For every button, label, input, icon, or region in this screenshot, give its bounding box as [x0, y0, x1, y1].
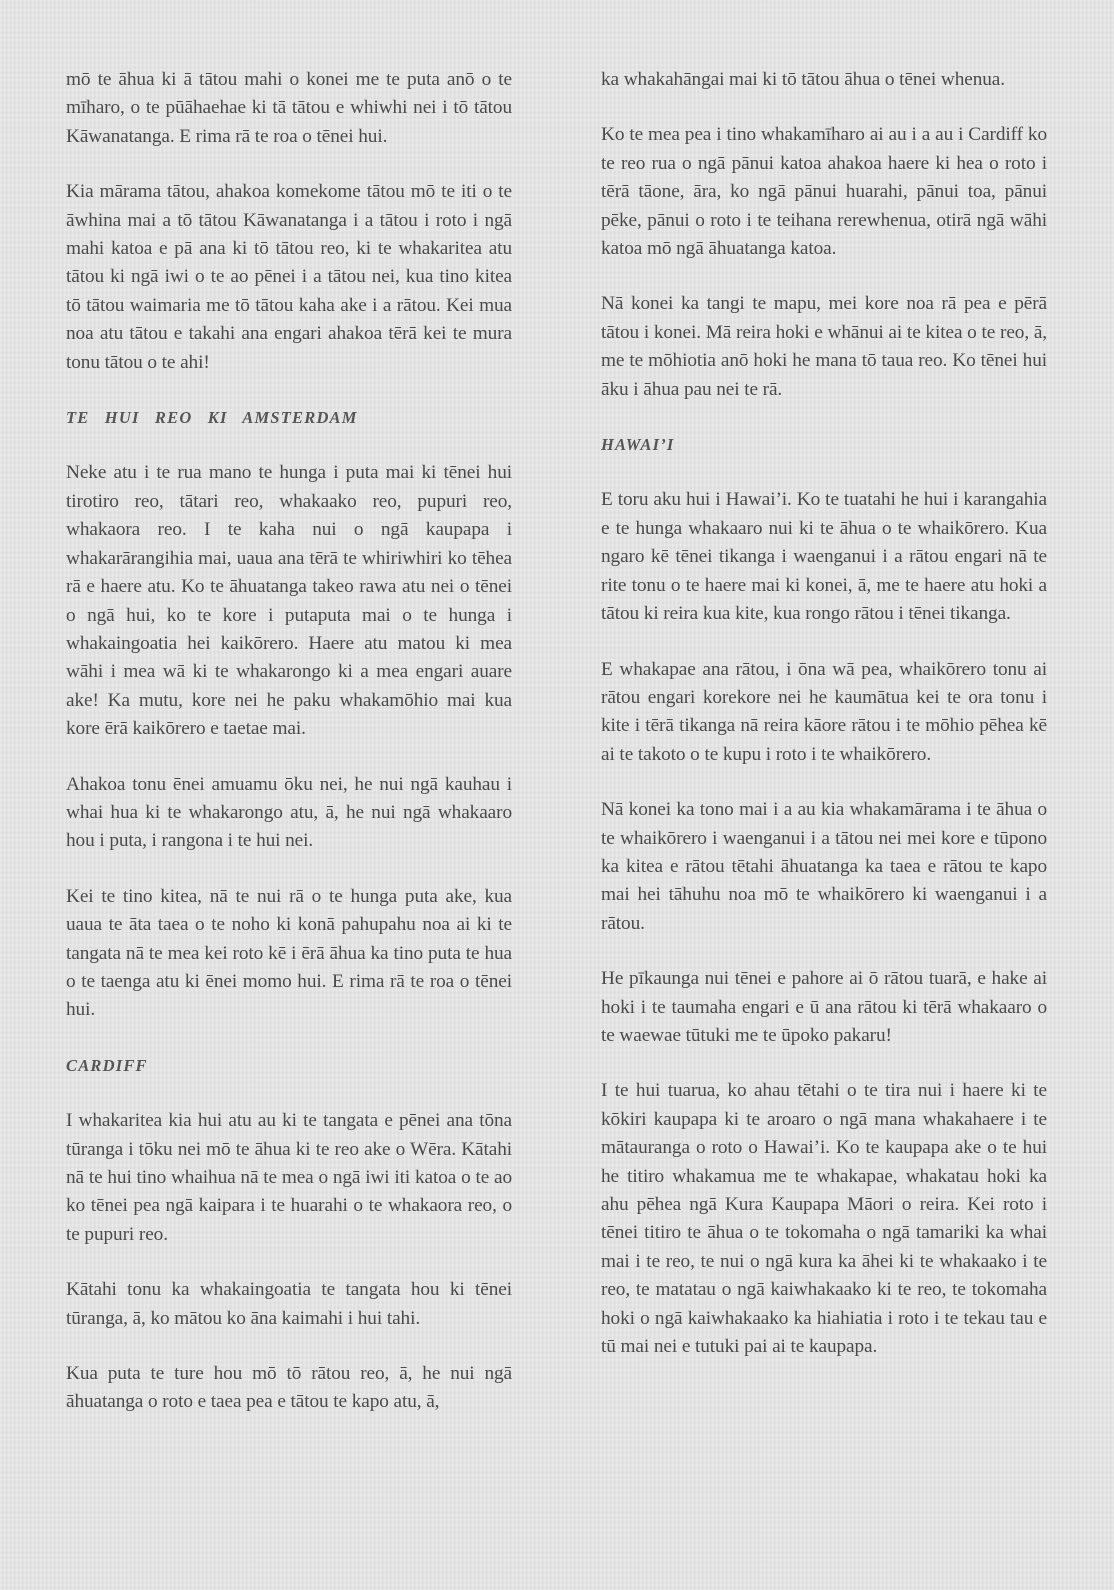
section-heading-hawaii: HAWAI’I	[601, 435, 675, 455]
paragraph: E toru aku hui i Hawai’i. Ko te tuatahi he hui i karangahia e te hunga whakaaro nui ki te āhua o te whaikōrero. Kua ngaro kē tēnei tikanga i waenganui i a rātou engari nā te rite tonu o te haere mai ki konei, ā, me te haere atu hoki a tātou ki reira kua kite, kua rongo rātou i tēnei tikanga.	[601, 489, 1047, 625]
paragraph: Neke atu i te rua mano te hunga i puta mai ki tēnei hui tirotiro reo, tātari reo, whakaako reo, pupuri reo, whakaora reo. I te kaha nui o ngā kaupapa i whakarārangihia mai, uaua ana tērā te whiriwhiri ko tēhea rā e haere atu. Ko te āhuatanga takeo rawa atu nei o tēnei o ngā hui, ko te kore i putaputa mai o te hunga i whakaingoatia hei kaikōrero. Haere atu matou ki mea wāhi i mea wā ki te whakarongo ki a mea engari auare ake! Ka mutu, kore nei he paku whakamōhio mai kua kore ērā kaikōrero e taetae mai.	[66, 462, 512, 740]
paragraph: Kātahi tonu ka whakaingoatia te tangata hou ki tēnei tūranga, ā, ko mātou ko āna kaimahi i hui tahi.	[66, 1279, 512, 1329]
paragraph: Nā konei ka tono mai i a au kia whakamārama i te āhua o te whaikōrero i waenganui i a tātou nei mei kore e tūpono ka kitea e rātou tētahi āhuatanga ka taea e rātou te kapo mai hei tāhuhu noa mō te whaikōrero ki waenganui i a rātou.	[601, 799, 1047, 934]
left-column	[66, 66, 512, 1417]
paragraph: Nā konei ka tangi te mapu, mei kore noa rā pea e pērā tātou i konei. Mā reira hoki e whānui ai te kitea o te reo, ā, me te mōhiotia anō hoki he mana tō taua reo. Ko tēnei hui āku i āhua pau nei te rā.	[601, 293, 1047, 400]
section-heading-amsterdam: TE HUI REO KI AMSTERDAM	[66, 408, 358, 428]
paragraph: E whakapae ana rātou, i ōna wā pea, whaikōrero tonu ai rātou engari korekore nei he kaumātua kei te ora tonu i kite i tērā tikanga nā reira kāore rātou i te mōhio pēhea kē ai te takoto o te kupu i roto i te whaikōrero.	[601, 658, 1047, 765]
section-heading-cardiff: CARDIFF	[66, 1055, 148, 1075]
right-column	[601, 66, 1047, 1361]
paragraph: Kei te tino kitea, nā te nui rā o te hunga puta ake, kua uaua te āta taea o te noho ki konā pahupahu noa ai ki te tangata nā te mea kei roto kē i ērā āhua ka tino puta te hua o te taenga atu ki ēnei momo hui. E rima rā te roa o tēnei hui.	[66, 885, 512, 1021]
paragraph: I te hui tuarua, ko ahau tētahi o te tira nui i haere ki te kōkiri kaupapa ki te aroaro o ngā mana whakahaere i te mātauranga o roto o Hawai’i. Ko te kaupapa ake o te hui he titiro whakamua me te whakapae, whakatau hoki ka ahu pēhea ngā Kura Kaupapa Māori o reira. Kei roto i tēnei titiro te āhua o te tokomaha o ngā tamariki ka whai mai i te reo, te nui o ngā kura ka āhei ki te whakaako i te reo, te matatau o ngā kaiwhakaako ki te reo, te tokomaha hoki o ngā kaiwhakaako ka hiahiatia i roto i te tekau tau e tū mai nei e tutuki pai ai te kaupapa.	[601, 1080, 1047, 1358]
paragraph: Ahakoa tonu ēnei amuamu ōku nei, he nui ngā kauhau i whai hua ki te whakarongo atu, ā, he nui ngā whakaaro hou i puta, i rangona i te hui nei.	[66, 773, 512, 852]
paragraph: I whakaritea kia hui atu au ki te tangata e pēnei ana tōna tūranga i tōku nei mō te āhua ki te reo ake o Wēra. Kātahi nā te hui tino whaihua nā te mea o ngā iwi iti katoa o te ao ko tēnei pea ngā kaipara i te huarahi o te whakaora reo, o te pupuri reo.	[66, 1110, 512, 1245]
paragraph: He pīkaunga nui tēnei e pahore ai ō rātou tuarā, e hake ai hoki i te taumaha engari e ū ana rātou ki tērā whakaaro o te waewae tūtuki me te ūpoko pakaru!	[601, 968, 1047, 1046]
paragraph: Kua puta te ture hou mō tō rātou reo, ā, he nui ngā āhuatanga o roto e taea pea e tātou te kapo atu, ā,	[66, 1363, 512, 1413]
paragraph: mō te āhua ki ā tātou mahi o konei me te puta anō o te mīharo, o te pūāhaehae ki tā tātou e whiwhi nei i tō tātou Kāwanatanga. E rima rā te roa o tēnei hui.	[66, 69, 512, 147]
paragraph: Ko te mea pea i tino whakamīharo ai au i a au i Cardiff ko te reo rua o ngā pānui katoa ahakoa haere ki hea o roto i tērā tāone, āra, ko ngā pānui huarahi, pānui toa, pānui pēke, pānui o roto i te teihana rerewhenua, otirā ngā wāhi katoa mō ngā āhuatanga katoa.	[601, 124, 1047, 260]
paragraph: ka whakahāngai mai ki tō tātou āhua o tēnei whenua.	[601, 69, 1005, 90]
paragraph: Kia mārama tātou, ahakoa komekome tātou mō te iti o te āwhina mai a tō tātou Kāwanatanga i a tātou i roto i ngā mahi katoa e pā ana ki tō tātou reo, ki te whakaritea atu tātou ki ngā iwi o te ao pēnei i a tātou nei, kua tino kitea tō tātou waimaria me tō tātou kaha ake i a rātou. Kei mua noa atu tātou e takahi ana engari ahakoa tērā kei te mura tonu tātou o te ahi!	[66, 181, 512, 373]
